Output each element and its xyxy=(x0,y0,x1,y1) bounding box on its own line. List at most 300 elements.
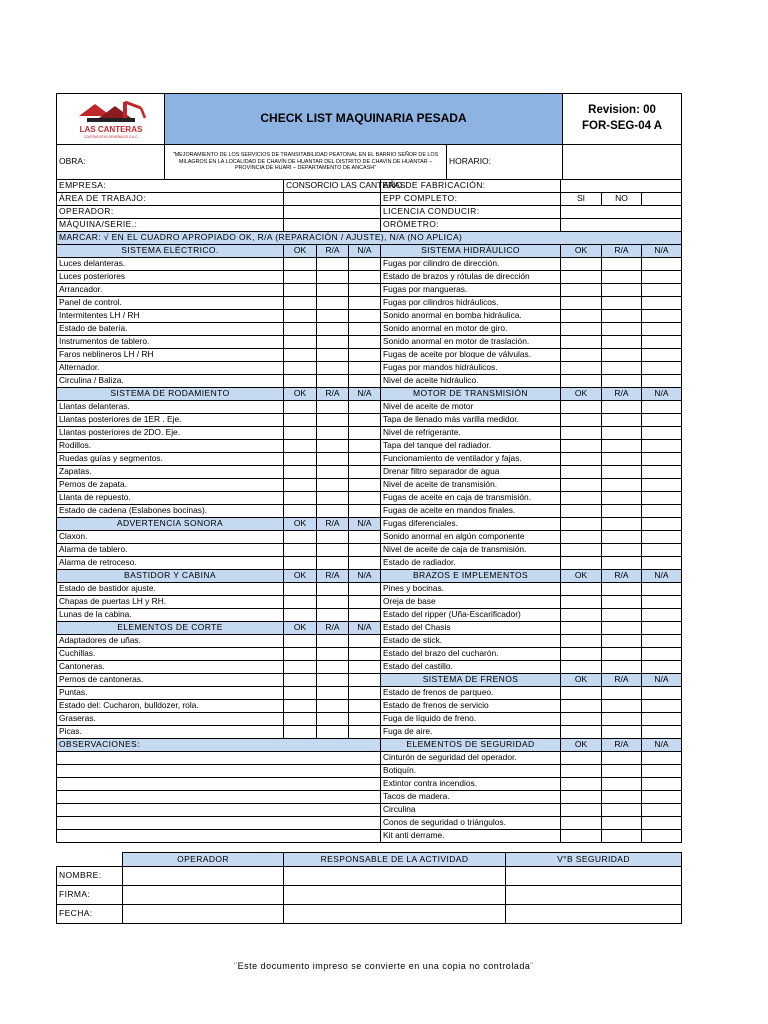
check-cell-ra[interactable] xyxy=(602,609,642,622)
check-cell-ok[interactable] xyxy=(561,505,602,518)
check-cell-na[interactable] xyxy=(642,583,682,596)
check-cell-ra[interactable] xyxy=(317,362,349,375)
check-cell-ok[interactable] xyxy=(284,453,317,466)
check-cell-ok[interactable] xyxy=(561,622,602,635)
check-cell-ra[interactable] xyxy=(317,310,349,323)
check-cell-na[interactable] xyxy=(642,310,682,323)
check-cell-ok[interactable] xyxy=(284,310,317,323)
check-cell-ra[interactable] xyxy=(602,297,642,310)
check-cell-ra[interactable] xyxy=(602,583,642,596)
check-cell-na[interactable] xyxy=(642,297,682,310)
check-cell-ok[interactable] xyxy=(284,375,317,388)
check-cell-na[interactable] xyxy=(642,765,682,778)
checklist-item: Fugas de aceite en caja de transmisión. xyxy=(381,492,561,505)
check-cell-na[interactable] xyxy=(349,544,381,557)
check-cell-ok[interactable] xyxy=(284,284,317,297)
check-cell-ra[interactable] xyxy=(602,804,642,817)
check-cell-na[interactable] xyxy=(642,492,682,505)
area-field[interactable] xyxy=(284,193,381,206)
check-cell-na[interactable] xyxy=(642,791,682,804)
sig-fecha-vb[interactable] xyxy=(506,905,682,924)
column-header-ra: R/A xyxy=(317,570,349,583)
check-cell-ra[interactable] xyxy=(317,583,349,596)
check-cell-na[interactable] xyxy=(642,453,682,466)
check-cell-ok[interactable] xyxy=(284,401,317,414)
check-cell-ok[interactable] xyxy=(561,765,602,778)
check-cell-ok[interactable] xyxy=(284,700,317,713)
checklist-item: Extintor contra incendios. xyxy=(381,778,561,791)
check-cell-ra[interactable] xyxy=(602,271,642,284)
check-cell-ra[interactable] xyxy=(602,622,642,635)
check-cell-na[interactable] xyxy=(642,726,682,739)
check-cell-ra[interactable] xyxy=(602,479,642,492)
epp-no[interactable]: NO xyxy=(602,193,642,206)
check-cell-na[interactable] xyxy=(349,440,381,453)
checklist-item: Fugas por cilindro de dirección. xyxy=(381,258,561,271)
check-cell-ok[interactable] xyxy=(284,336,317,349)
check-cell-ok[interactable] xyxy=(561,401,602,414)
check-cell-na[interactable] xyxy=(642,531,682,544)
check-cell-ok[interactable] xyxy=(284,661,317,674)
check-cell-ra[interactable] xyxy=(602,505,642,518)
check-cell-ra[interactable] xyxy=(602,427,642,440)
check-cell-ok[interactable] xyxy=(561,661,602,674)
check-cell-ok[interactable] xyxy=(561,362,602,375)
observaciones-line[interactable] xyxy=(57,765,381,778)
check-cell-ra[interactable] xyxy=(317,323,349,336)
check-cell-ok[interactable] xyxy=(561,609,602,622)
check-cell-ra[interactable] xyxy=(317,648,349,661)
check-cell-ok[interactable] xyxy=(561,544,602,557)
check-cell-ra[interactable] xyxy=(317,726,349,739)
table-row xyxy=(57,258,682,271)
column-header-ok: OK xyxy=(284,622,317,635)
check-cell-na[interactable] xyxy=(642,375,682,388)
fabricacion-field[interactable] xyxy=(561,180,682,193)
check-cell-ok[interactable] xyxy=(561,713,602,726)
epp-si[interactable]: SI xyxy=(561,193,602,206)
check-cell-ra[interactable] xyxy=(317,336,349,349)
check-cell-ok[interactable] xyxy=(561,726,602,739)
table-row xyxy=(57,583,682,596)
obra-description: "MEJORAMIENTO DE LOS SERVICIOS DE TRANSITABILIDAD PEATONAL EN EL BARRIO SEÑOR DE LOS MILAGROS EN LA LOCALIDAD DE CHAVÍN DE HUANTAR DEL DISTRITO DE CHAVÍN DE HUANTAR – PROVINCIA DE HUARI – DEPARTAMENTO DE ANCASH" xyxy=(165,145,447,180)
sig-firma-responsable[interactable] xyxy=(284,886,506,905)
check-cell-ok[interactable] xyxy=(284,544,317,557)
check-cell-ra[interactable] xyxy=(317,258,349,271)
checklist-item: Estado del brazo del cucharón. xyxy=(381,648,561,661)
check-cell-na[interactable] xyxy=(349,648,381,661)
check-cell-na[interactable] xyxy=(642,557,682,570)
observaciones-line[interactable] xyxy=(57,830,381,843)
check-cell-na[interactable] xyxy=(349,687,381,700)
table-row xyxy=(57,726,682,739)
check-cell-ra[interactable] xyxy=(317,700,349,713)
check-cell-na[interactable] xyxy=(642,271,682,284)
check-cell-ok[interactable] xyxy=(561,557,602,570)
check-cell-na[interactable] xyxy=(349,258,381,271)
check-cell-na[interactable] xyxy=(642,258,682,271)
check-cell-ok[interactable] xyxy=(561,752,602,765)
check-cell-ok[interactable] xyxy=(284,713,317,726)
check-cell-ra[interactable] xyxy=(602,687,642,700)
check-cell-ok[interactable] xyxy=(284,323,317,336)
svg-text:CONTRATISTAS GENERALES S.A.C.: CONTRATISTAS GENERALES S.A.C. xyxy=(83,135,138,139)
observaciones-line[interactable] xyxy=(57,804,381,817)
check-cell-na[interactable] xyxy=(642,427,682,440)
operador-field[interactable] xyxy=(284,206,381,219)
check-cell-ok[interactable] xyxy=(561,817,602,830)
observaciones-line[interactable] xyxy=(57,778,381,791)
check-cell-ok[interactable] xyxy=(284,479,317,492)
check-cell-ok[interactable] xyxy=(561,466,602,479)
check-cell-ra[interactable] xyxy=(602,713,642,726)
check-cell-ok[interactable] xyxy=(284,583,317,596)
check-cell-ra[interactable] xyxy=(602,375,642,388)
check-cell-na[interactable] xyxy=(349,310,381,323)
check-cell-ok[interactable] xyxy=(561,531,602,544)
check-cell-na[interactable] xyxy=(642,778,682,791)
check-cell-na[interactable] xyxy=(642,661,682,674)
check-cell-ra[interactable] xyxy=(602,518,642,531)
check-cell-ra[interactable] xyxy=(317,375,349,388)
check-cell-ra[interactable] xyxy=(602,258,642,271)
check-cell-ra[interactable] xyxy=(317,674,349,687)
check-cell-ra[interactable] xyxy=(317,531,349,544)
check-cell-ra[interactable] xyxy=(602,726,642,739)
sig-fecha-operador[interactable] xyxy=(123,905,284,924)
check-cell-na[interactable] xyxy=(349,492,381,505)
check-cell-ok[interactable] xyxy=(561,310,602,323)
table-row xyxy=(57,752,682,765)
epp-blank[interactable] xyxy=(642,193,682,206)
check-cell-na[interactable] xyxy=(349,362,381,375)
check-cell-ra[interactable] xyxy=(602,765,642,778)
check-cell-ra[interactable] xyxy=(317,661,349,674)
check-cell-na[interactable] xyxy=(349,609,381,622)
check-cell-ok[interactable] xyxy=(561,583,602,596)
column-header-ra: R/A xyxy=(602,570,642,583)
check-cell-ra[interactable] xyxy=(317,440,349,453)
check-cell-ra[interactable] xyxy=(602,544,642,557)
check-cell-ra[interactable] xyxy=(602,362,642,375)
check-cell-ok[interactable] xyxy=(284,362,317,375)
column-header-ra: R/A xyxy=(602,674,642,687)
check-cell-na[interactable] xyxy=(642,609,682,622)
check-cell-ok[interactable] xyxy=(284,596,317,609)
checklist-item: Claxon. xyxy=(57,531,284,544)
check-cell-na[interactable] xyxy=(349,401,381,414)
check-cell-na[interactable] xyxy=(642,804,682,817)
table-row xyxy=(57,271,682,284)
check-cell-ok[interactable] xyxy=(561,375,602,388)
checklist-item: Llantas posteriores de 2DO. Eje. xyxy=(57,427,284,440)
column-header-na: N/A xyxy=(642,245,682,258)
sig-nombre-operador[interactable] xyxy=(123,867,284,886)
check-cell-ra[interactable] xyxy=(317,453,349,466)
check-cell-na[interactable] xyxy=(642,323,682,336)
sig-firma-operador[interactable] xyxy=(123,886,284,905)
checklist-item: Instrumentos de tablero. xyxy=(57,336,284,349)
check-cell-ra[interactable] xyxy=(317,271,349,284)
check-cell-ok[interactable] xyxy=(561,297,602,310)
sig-fecha-responsable[interactable] xyxy=(284,905,506,924)
check-cell-ra[interactable] xyxy=(602,453,642,466)
check-cell-ok[interactable] xyxy=(284,427,317,440)
check-cell-ra[interactable] xyxy=(317,427,349,440)
check-cell-na[interactable] xyxy=(642,440,682,453)
check-cell-na[interactable] xyxy=(349,557,381,570)
check-cell-ok[interactable] xyxy=(284,674,317,687)
check-cell-ok[interactable] xyxy=(561,778,602,791)
check-cell-na[interactable] xyxy=(349,583,381,596)
check-cell-ra[interactable] xyxy=(602,349,642,362)
check-cell-ok[interactable] xyxy=(561,284,602,297)
check-cell-na[interactable] xyxy=(642,336,682,349)
check-cell-ok[interactable] xyxy=(561,414,602,427)
check-cell-ra[interactable] xyxy=(602,557,642,570)
check-cell-na[interactable] xyxy=(642,622,682,635)
orometro-field[interactable] xyxy=(561,219,682,232)
check-cell-na[interactable] xyxy=(642,349,682,362)
check-cell-ra[interactable] xyxy=(317,466,349,479)
sig-operador-header: OPERADOR xyxy=(123,853,284,867)
marcar-instructions: MARCAR: √ EN EL CUADRO APROPIADO OK, R/A (REPARACIÓN / AJUSTE), N/A (NO APLICA) xyxy=(57,232,682,245)
check-cell-ra[interactable] xyxy=(602,635,642,648)
check-cell-na[interactable] xyxy=(642,362,682,375)
company-logo xyxy=(57,94,165,145)
obra-label: OBRA: xyxy=(57,145,165,180)
check-cell-ra[interactable] xyxy=(317,505,349,518)
column-header-na: N/A xyxy=(642,570,682,583)
check-cell-ok[interactable] xyxy=(284,349,317,362)
check-cell-ra[interactable] xyxy=(602,284,642,297)
check-cell-ra[interactable] xyxy=(602,817,642,830)
column-header-ok: OK xyxy=(561,570,602,583)
checklist-item: Intermitentes LH / RH xyxy=(57,310,284,323)
check-cell-ok[interactable] xyxy=(284,466,317,479)
check-cell-ok[interactable] xyxy=(284,531,317,544)
sig-nombre-responsable[interactable] xyxy=(284,867,506,886)
check-cell-na[interactable] xyxy=(642,466,682,479)
check-cell-ra[interactable] xyxy=(317,479,349,492)
table-row xyxy=(57,297,682,310)
check-cell-na[interactable] xyxy=(349,661,381,674)
check-cell-ok[interactable] xyxy=(561,804,602,817)
check-cell-na[interactable] xyxy=(642,817,682,830)
column-header-na: N/A xyxy=(349,388,381,401)
check-cell-ok[interactable] xyxy=(561,635,602,648)
check-cell-na[interactable] xyxy=(349,284,381,297)
check-cell-na[interactable] xyxy=(642,713,682,726)
check-cell-ra[interactable] xyxy=(602,830,642,843)
check-cell-ra[interactable] xyxy=(602,336,642,349)
check-cell-ra[interactable] xyxy=(317,544,349,557)
check-cell-na[interactable] xyxy=(642,700,682,713)
check-cell-ra[interactable] xyxy=(602,752,642,765)
check-cell-ra[interactable] xyxy=(317,557,349,570)
check-cell-ra[interactable] xyxy=(602,791,642,804)
check-cell-na[interactable] xyxy=(349,427,381,440)
check-cell-ra[interactable] xyxy=(602,466,642,479)
check-cell-ok[interactable] xyxy=(561,596,602,609)
check-cell-ra[interactable] xyxy=(317,401,349,414)
table-row xyxy=(57,362,682,375)
check-cell-na[interactable] xyxy=(349,297,381,310)
check-cell-na[interactable] xyxy=(349,375,381,388)
check-cell-ra[interactable] xyxy=(317,284,349,297)
check-cell-ra[interactable] xyxy=(317,609,349,622)
check-cell-ra[interactable] xyxy=(602,531,642,544)
check-cell-na[interactable] xyxy=(642,635,682,648)
check-cell-na[interactable] xyxy=(349,531,381,544)
checklist-item: Picas. xyxy=(57,726,284,739)
check-cell-ra[interactable] xyxy=(602,414,642,427)
check-cell-na[interactable] xyxy=(642,544,682,557)
checklist-item: Conos de seguridad o triángulos. xyxy=(381,817,561,830)
check-cell-ok[interactable] xyxy=(561,427,602,440)
check-cell-na[interactable] xyxy=(349,336,381,349)
table-row xyxy=(57,427,682,440)
checklist-item: Faros neblineros LH / RH xyxy=(57,349,284,362)
check-cell-ok[interactable] xyxy=(561,687,602,700)
check-cell-ok[interactable] xyxy=(284,414,317,427)
checklist-item: Ruedas guías y segmentos. xyxy=(57,453,284,466)
check-cell-na[interactable] xyxy=(349,596,381,609)
check-cell-ra[interactable] xyxy=(602,661,642,674)
check-cell-ra[interactable] xyxy=(602,778,642,791)
check-cell-ra[interactable] xyxy=(602,323,642,336)
observaciones-line[interactable] xyxy=(57,817,381,830)
check-cell-na[interactable] xyxy=(642,648,682,661)
check-cell-ra[interactable] xyxy=(317,635,349,648)
sig-nombre-label: NOMBRE: xyxy=(57,867,123,886)
check-cell-ra[interactable] xyxy=(317,414,349,427)
check-cell-na[interactable] xyxy=(349,453,381,466)
check-cell-ra[interactable] xyxy=(317,297,349,310)
check-cell-ok[interactable] xyxy=(284,492,317,505)
check-cell-na[interactable] xyxy=(349,271,381,284)
check-cell-na[interactable] xyxy=(642,505,682,518)
check-cell-na[interactable] xyxy=(642,414,682,427)
observaciones-line[interactable] xyxy=(57,791,381,804)
table-row xyxy=(57,570,682,583)
check-cell-ra[interactable] xyxy=(317,713,349,726)
check-cell-na[interactable] xyxy=(349,726,381,739)
check-cell-ok[interactable] xyxy=(284,258,317,271)
check-cell-ra[interactable] xyxy=(602,440,642,453)
checklist-item: Funcionamiento de ventilador y fajas. xyxy=(381,453,561,466)
check-cell-ra[interactable] xyxy=(602,310,642,323)
check-cell-ok[interactable] xyxy=(561,349,602,362)
check-cell-na[interactable] xyxy=(349,674,381,687)
check-cell-ra[interactable] xyxy=(317,492,349,505)
check-cell-ok[interactable] xyxy=(561,440,602,453)
check-cell-ok[interactable] xyxy=(284,505,317,518)
check-cell-ok[interactable] xyxy=(284,557,317,570)
observaciones-header: OBSERVACIONES: xyxy=(57,739,381,752)
check-cell-ok[interactable] xyxy=(284,726,317,739)
check-cell-na[interactable] xyxy=(642,830,682,843)
check-cell-na[interactable] xyxy=(642,518,682,531)
check-cell-na[interactable] xyxy=(642,596,682,609)
check-cell-ok[interactable] xyxy=(284,648,317,661)
check-cell-ok[interactable] xyxy=(284,297,317,310)
check-cell-ok[interactable] xyxy=(284,271,317,284)
sig-vb-header: V°B SEGURIDAD xyxy=(506,853,682,867)
check-cell-ra[interactable] xyxy=(602,648,642,661)
check-cell-na[interactable] xyxy=(349,479,381,492)
horario-label: HORARIO: xyxy=(447,145,563,180)
check-cell-na[interactable] xyxy=(642,687,682,700)
check-cell-ok[interactable] xyxy=(561,830,602,843)
check-cell-ok[interactable] xyxy=(561,648,602,661)
column-header-ok: OK xyxy=(561,674,602,687)
observaciones-line[interactable] xyxy=(57,752,381,765)
check-cell-ok[interactable] xyxy=(561,336,602,349)
check-cell-na[interactable] xyxy=(349,323,381,336)
check-cell-ok[interactable] xyxy=(561,479,602,492)
check-cell-ra[interactable] xyxy=(317,349,349,362)
table-row xyxy=(57,830,682,843)
check-cell-ra[interactable] xyxy=(602,700,642,713)
check-cell-ra[interactable] xyxy=(602,492,642,505)
check-cell-ok[interactable] xyxy=(561,492,602,505)
check-cell-ra[interactable] xyxy=(317,687,349,700)
check-cell-na[interactable] xyxy=(349,700,381,713)
table-row xyxy=(57,531,682,544)
check-cell-ok[interactable] xyxy=(561,258,602,271)
table-row xyxy=(57,453,682,466)
check-cell-ra[interactable] xyxy=(317,596,349,609)
section-header: SISTEMA ELÉCTRICO. xyxy=(57,245,284,258)
check-cell-ok[interactable] xyxy=(561,323,602,336)
checklist-item: Lunas de la cabina. xyxy=(57,609,284,622)
check-cell-ok[interactable] xyxy=(561,518,602,531)
maquina-field[interactable] xyxy=(284,219,381,232)
check-cell-ok[interactable] xyxy=(284,687,317,700)
check-cell-na[interactable] xyxy=(349,414,381,427)
empresa-value[interactable]: CONSORCIO LAS CANTERAS xyxy=(284,180,381,193)
check-cell-na[interactable] xyxy=(642,479,682,492)
check-cell-ra[interactable] xyxy=(602,596,642,609)
check-cell-ok[interactable] xyxy=(561,791,602,804)
check-cell-na[interactable] xyxy=(349,713,381,726)
check-cell-na[interactable] xyxy=(642,752,682,765)
check-cell-na[interactable] xyxy=(349,349,381,362)
check-cell-na[interactable] xyxy=(349,635,381,648)
check-cell-ok[interactable] xyxy=(284,635,317,648)
horario-field[interactable] xyxy=(563,145,682,180)
sig-nombre-vb[interactable] xyxy=(506,867,682,886)
check-cell-ok[interactable] xyxy=(284,609,317,622)
section-header: ELEMENTOS DE CORTE xyxy=(57,622,284,635)
check-cell-ra[interactable] xyxy=(602,401,642,414)
check-cell-na[interactable] xyxy=(642,284,682,297)
sig-firma-vb[interactable] xyxy=(506,886,682,905)
check-cell-na[interactable] xyxy=(349,466,381,479)
check-cell-na[interactable] xyxy=(642,401,682,414)
check-cell-ok[interactable] xyxy=(561,453,602,466)
check-cell-ok[interactable] xyxy=(561,271,602,284)
check-cell-na[interactable] xyxy=(349,505,381,518)
section-header: MOTOR DE TRANSMISIÓN xyxy=(381,388,561,401)
check-cell-ok[interactable] xyxy=(561,700,602,713)
column-header-ok: OK xyxy=(284,570,317,583)
licencia-field[interactable] xyxy=(561,206,682,219)
check-cell-ok[interactable] xyxy=(284,440,317,453)
table-row xyxy=(57,700,682,713)
checklist-item: Estado de brazos y rótulas de dirección xyxy=(381,271,561,284)
